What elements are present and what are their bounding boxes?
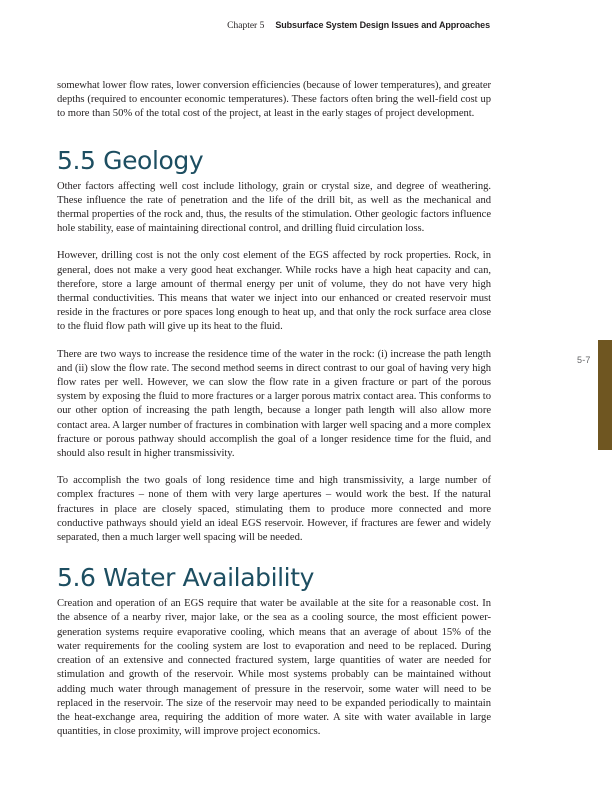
intro-paragraph: somewhat lower flow rates, lower conversion efficiencies (because of lower temperatures), and greater depths (required to encounter economic temperatures). These factors often bring the well-field cost up to more than 50% of the total cost of the project, at least in the early stages of project development.	[57, 80, 491, 120]
paragraph: Creation and operation of an EGS require that water be available at the site for a reasonable cost. In the absence of a nearby river, major lake, or the sea as a cooling source, the most efficient power-generation systems require evaporative cooling, which means that an average of about 15% of the water requirements for the cooling system are lost to evaporation and need to be replaced. During creation of an extensive and connected fractured system, large quantities of water are needed for stimulation and growth of the reservoir. While most systems probably can be maintained without adding much water through management of pressure in the reservoir, some water will need to be replaced in the reservoir. The size of the reservoir may need to be expanded periodically to maintain the heat-exchange area, requiring the addition of more water. A site with water available in large quantities, in close proximity, will improve project economics.	[57, 598, 491, 738]
section-heading-water-availability: 5.6 Water Availability	[57, 563, 315, 593]
paragraph: To accomplish the two goals of long residence time and high transmissivity, a large number of complex fractures – none of them with very large apertures – would work the best. If the natural fractures in place are closely spaced, stimulating them to produce more connected and more conductive pathways should yield an ideal EGS reservoir. However, if fractures are fewer and widely separated, then a much larger well spacing will be needed.	[57, 475, 491, 544]
section-heading-geology: 5.5 Geology	[57, 145, 204, 175]
page-number: 5-7	[577, 355, 591, 365]
page-header	[227, 15, 490, 33]
chapter-label: Chapter 5	[227, 21, 265, 31]
chapter-tab-bar	[598, 340, 612, 450]
paragraph: However, drilling cost is not the only cost element of the EGS affected by rock properties. Rock, in general, does not make a very good heat exchanger. While rocks have a high heat capacity and can, therefore, store a large amount of thermal energy per unit of volume, they do not have very high thermal conductivities. This means that water we inject into our enhanced or created reservoir must reside in the fractures or pore spaces long enough to heat up, and that only the rock surface area close to the fluid flow path will give up its heat to the fluid.	[57, 250, 491, 333]
paragraph: There are two ways to increase the residence time of the water in the rock: (i) increase the path length and (ii) slow the flow rate. The second method seems in direct contrast to our goal of having very high flow rates per well. However, we can slow the flow rate in a given fracture or part of the porous system by exposing the fluid to more fractures or a larger porous matrix contact area. This conforms to our other option of increasing the path length, because a longer path length will also allow more contact area. A larger number of fractures in combination with larger well spacing and a more complex fracture or porous pathway should accomplish the goal of a longer residence time for the fluid, and should also result in higher transmissivity.	[57, 348, 491, 460]
paragraph: Other factors affecting well cost include lithology, grain or crystal size, and degree of weathering. These influence the rate of penetration and the life of the drill bit, as well as the mechanical and thermal properties of the rock and, thus, the results of the stimulation. Other geologic factors influence hole stability, ease of maintaining directional control, and drilling fluid circulation loss.	[57, 180, 491, 235]
page-content	[57, 79, 491, 752]
chapter-title: Subsurface System Design Issues and Approaches	[275, 20, 490, 30]
